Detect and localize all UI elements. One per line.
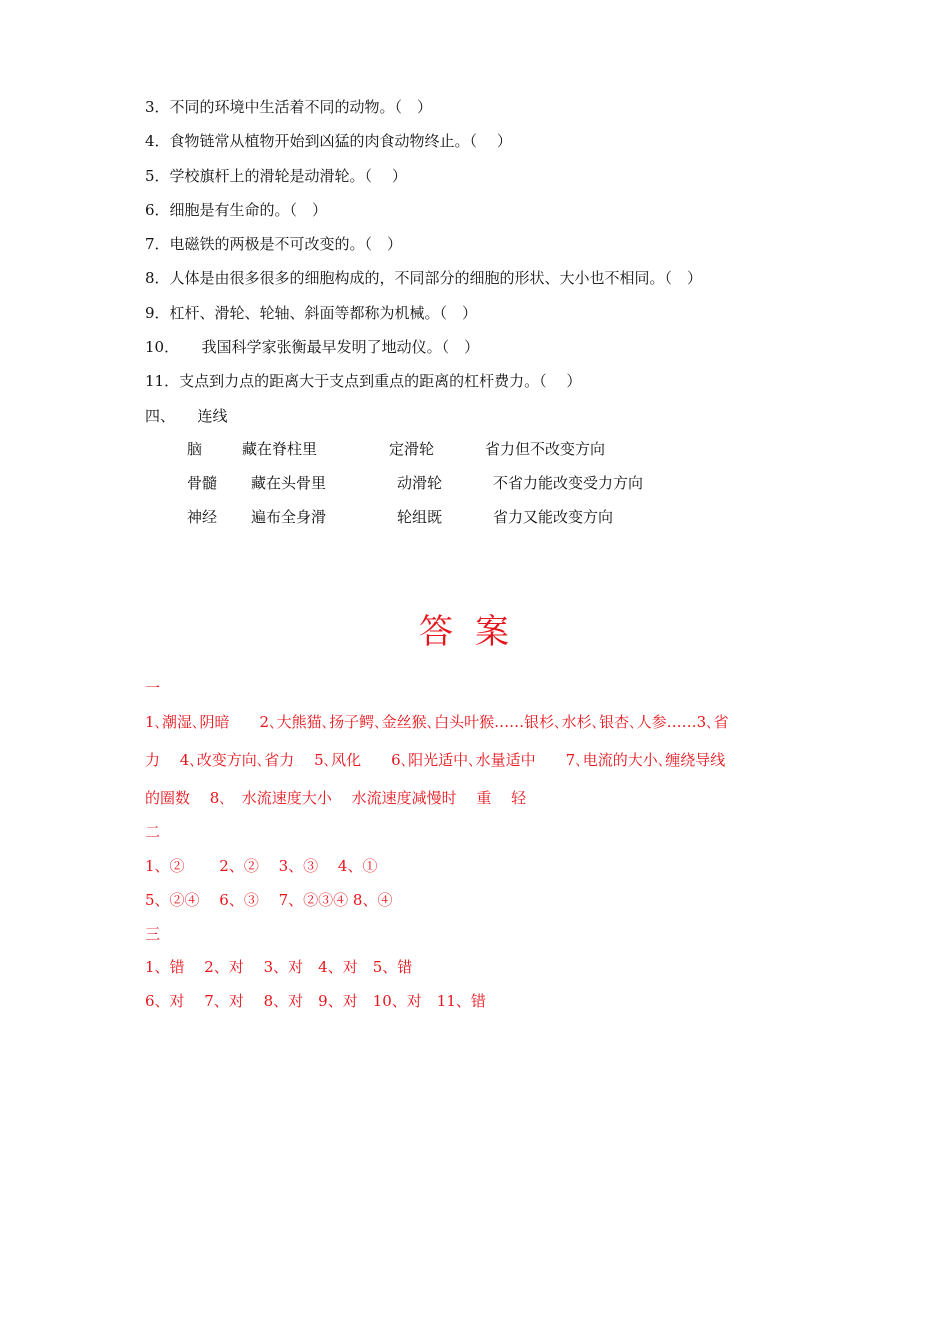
- match-location: 遍布全身滑: [251, 508, 327, 526]
- match-property: 不省力能改变受力方向: [493, 474, 644, 492]
- answer-line: 的圈数 8､ 水流速度大小 水流速度减慢时 重 轻: [145, 789, 527, 807]
- match-pulley: 动滑轮: [397, 474, 443, 492]
- section-4-heading: 四、 连线: [145, 407, 228, 425]
- question-11: 11．支点到力点的距离大于支点到重点的距离的杠杆费力。（ ）: [145, 372, 582, 390]
- match-organ: 脑: [187, 440, 203, 458]
- question-4: 4．食物链常从植物开始到凶猛的肉食动物终止。（ ）: [145, 132, 512, 150]
- match-property: 省力但不改变方向: [485, 440, 606, 458]
- answer-line: 1､潮湿､阴暗 2､大熊猫､扬子鳄､金丝猴､白头叶猴……银杉､水杉､银杏､人参……3､省: [145, 713, 729, 731]
- answer-line: 力 4､改变方向､省力 5､风化 6､阳光适中､水量适中 7､电流的大小､缠绕导线: [145, 751, 726, 769]
- answer-section-1-heading: 一: [145, 679, 161, 697]
- answer-line: 6、对 7、对 8、对 9、对 10、对 11、错: [145, 992, 486, 1010]
- answer-line: 1、错 2、对 3、对 4、对 5、错: [145, 958, 413, 976]
- answers-title: 答案: [419, 612, 531, 652]
- question-5: 5．学校旗杆上的滑轮是动滑轮。（ ）: [145, 167, 407, 185]
- question-3: 3．不同的环境中生活着不同的动物。（ ）: [145, 98, 433, 116]
- question-10: 10． 我国科学家张衡最早发明了地动仪。（ ）: [145, 338, 480, 356]
- match-location: 藏在脊柱里: [242, 440, 318, 458]
- answer-section-3-heading: 三: [145, 925, 161, 943]
- question-6: 6．细胞是有生命的。（ ）: [145, 201, 328, 219]
- match-pulley: 定滑轮: [389, 440, 435, 458]
- match-location: 藏在头骨里: [251, 474, 327, 492]
- question-8: 8．人体是由很多很多的细胞构成的，不同部分的细胞的形状、大小也不相同。（ ）: [145, 269, 703, 287]
- match-property: 省力又能改变方向: [493, 508, 614, 526]
- question-7: 7．电磁铁的两极是不可改变的。（ ）: [145, 235, 403, 253]
- match-pulley: 轮组既: [397, 508, 443, 526]
- answer-line: 5、②④ 6、③ 7、②③④ 8、④: [145, 891, 393, 909]
- answer-line: 1、② 2、② 3、③ 4、①: [145, 857, 378, 875]
- match-organ: 神经: [187, 508, 218, 526]
- answer-section-2-heading: 二: [145, 823, 161, 841]
- match-organ: 骨髓: [187, 474, 218, 492]
- question-9: 9．杠杆、滑轮、轮轴、斜面等都称为机械。（ ）: [145, 304, 478, 322]
